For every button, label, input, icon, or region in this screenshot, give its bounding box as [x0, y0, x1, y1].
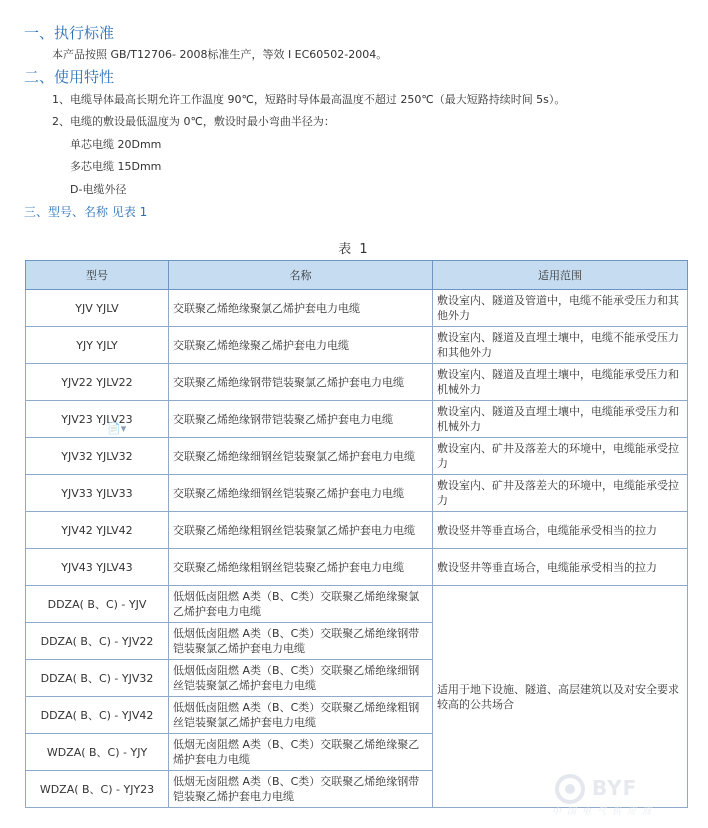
table-row: [26, 475, 688, 512]
standard-text: 本产品按照 GB/T12706- 2008标准生产，等效 I EC60502-2004。: [52, 48, 388, 61]
header-use: 适用范围: [433, 261, 688, 290]
table-row: [26, 327, 688, 364]
watermark-logo-icon: [552, 772, 592, 806]
model-cell: WDZA( B、C) - YJY23: [26, 771, 169, 808]
model-cell: YJV YJLV: [26, 290, 169, 327]
section-2-title: 二、使用特性: [24, 68, 115, 86]
name-cell: 低烟低卤阻燃 A类（B、C类）交联聚乙烯绝缘细钢丝铠装聚氯乙烯护套电力电缆: [169, 660, 433, 697]
laying-item: 2、电缆的敷设最低温度为 0℃，敷设时最小弯曲半径为：: [52, 115, 335, 128]
table-row: [26, 586, 688, 623]
use-cell: 敷设室内、矿井及落差大的环境中，电缆能承受拉力: [433, 438, 688, 475]
use-cell: 敷设室内、隧道及直埋土壤中，电缆能承受压力和机械外力: [433, 364, 688, 401]
shared-use-cell: 适用于地下设施、隧道、高层建筑以及对安全要求较高的公共场合: [433, 586, 688, 808]
name-cell: 交联聚乙烯绝缘粗钢丝铠装聚乙烯护套电力电缆: [169, 549, 433, 586]
section-1-title: 一、执行标准: [24, 24, 115, 42]
model-cell: YJY YJLY: [26, 327, 169, 364]
name-cell: 交联聚乙烯绝缘细钢丝铠装聚氯乙烯护套电力电缆: [169, 438, 433, 475]
table-row: [26, 364, 688, 401]
site-watermark: [552, 772, 702, 822]
model-cell: DDZA( B、C) - YJV32: [26, 660, 169, 697]
header-name: 名称: [169, 261, 433, 290]
model-cell: WDZA( B、C) - YJY: [26, 734, 169, 771]
name-cell: 交联聚乙烯绝缘细钢丝铠装聚乙烯护套电力电缆: [169, 475, 433, 512]
cable-spec-table: [25, 260, 688, 808]
header-model: 型号: [26, 261, 169, 290]
use-cell: 敷设室内、矿井及落差大的环境中，电缆能承受拉力: [433, 475, 688, 512]
use-cell: 敷设室内、隧道及管道中，电缆不能承受压力和其他外力: [433, 290, 688, 327]
name-cell: 交联聚乙烯绝缘聚乙烯护套电力电缆: [169, 327, 433, 364]
model-cell: DDZA( B、C) - YJV22: [26, 623, 169, 660]
watermark-logo-text: BYF: [592, 776, 638, 800]
table-header-row: [26, 261, 688, 290]
model-cell: DDZA( B、C) - YJV: [26, 586, 169, 623]
table-row: [26, 290, 688, 327]
temperature-item: 1、电缆导体最高长期允许工作温度 90℃，短路时导体最高温度不超过 250℃（最大短路持续时间 5s）。: [52, 93, 566, 106]
model-cell: YJV23 YJLV23: [26, 401, 169, 438]
table-caption: 表 1: [338, 242, 370, 257]
model-cell: DDZA( B、C) - YJV42: [26, 697, 169, 734]
diameter-note: D-电缆外径: [70, 183, 127, 196]
multi-core-radius: 多芯电缆 15Dmm: [70, 160, 162, 173]
name-cell: 低烟低卤阻燃 A类（B、C类）交联聚乙烯绝缘钢带铠装聚氯乙烯护套电力电缆: [169, 623, 433, 660]
model-cell: YJV43 YJLV43: [26, 549, 169, 586]
use-cell: 敷设室内、隧道及直埋土壤中，电缆不能承受压力和其他外力: [433, 327, 688, 364]
model-cell: YJV32 YJLV32: [26, 438, 169, 475]
name-cell: 交联聚乙烯绝缘聚氯乙烯护套电力电缆: [169, 290, 433, 327]
name-cell: 低烟低卤阻燃 A类（B、C类）交联聚乙烯绝缘聚氯乙烯护套电力电缆: [169, 586, 433, 623]
name-cell: 交联聚乙烯绝缘钢带铠装聚乙烯护套电力电缆: [169, 401, 433, 438]
single-core-radius: 单芯电缆 20Dmm: [70, 138, 162, 151]
model-cell: YJV33 YJLV33: [26, 475, 169, 512]
name-cell: 低烟无卤阻燃 A类（B、C类）交联聚乙烯绝缘聚乙烯护套电力电缆: [169, 734, 433, 771]
use-cell: 敷设竖井等垂直场合，电缆能承受相当的拉力: [433, 512, 688, 549]
table-row: [26, 512, 688, 549]
name-cell: 低烟低卤阻燃 A类（B、C类）交联聚乙烯绝缘粗钢丝铠装聚氯乙烯护套电力电缆: [169, 697, 433, 734]
use-cell: 敷设室内、隧道及直埋土壤中，电缆能承受压力和机械外力: [433, 401, 688, 438]
name-cell: 交联聚乙烯绝缘粗钢丝铠装聚氯乙烯护套电力电缆: [169, 512, 433, 549]
model-cell: YJV22 YJLV22: [26, 364, 169, 401]
section-3-title: 三、型号、名称 见表 1: [24, 205, 148, 219]
document-icon[interactable]: 📄▾: [107, 422, 127, 435]
name-cell: 交联聚乙烯绝缘钢带铠装聚氯乙烯护套电力电缆: [169, 364, 433, 401]
name-cell: 低烟无卤阻燃 A类（B、C类）交联聚乙烯绝缘钢带铠装聚乙烯护套电力电缆: [169, 771, 433, 808]
watermark-subtitle: 中国电气供应商: [552, 807, 658, 817]
use-cell: 敷设竖井等垂直场合，电缆能承受相当的拉力: [433, 549, 688, 586]
table-row: [26, 549, 688, 586]
model-cell: YJV42 YJLV42: [26, 512, 169, 549]
table-row: [26, 438, 688, 475]
